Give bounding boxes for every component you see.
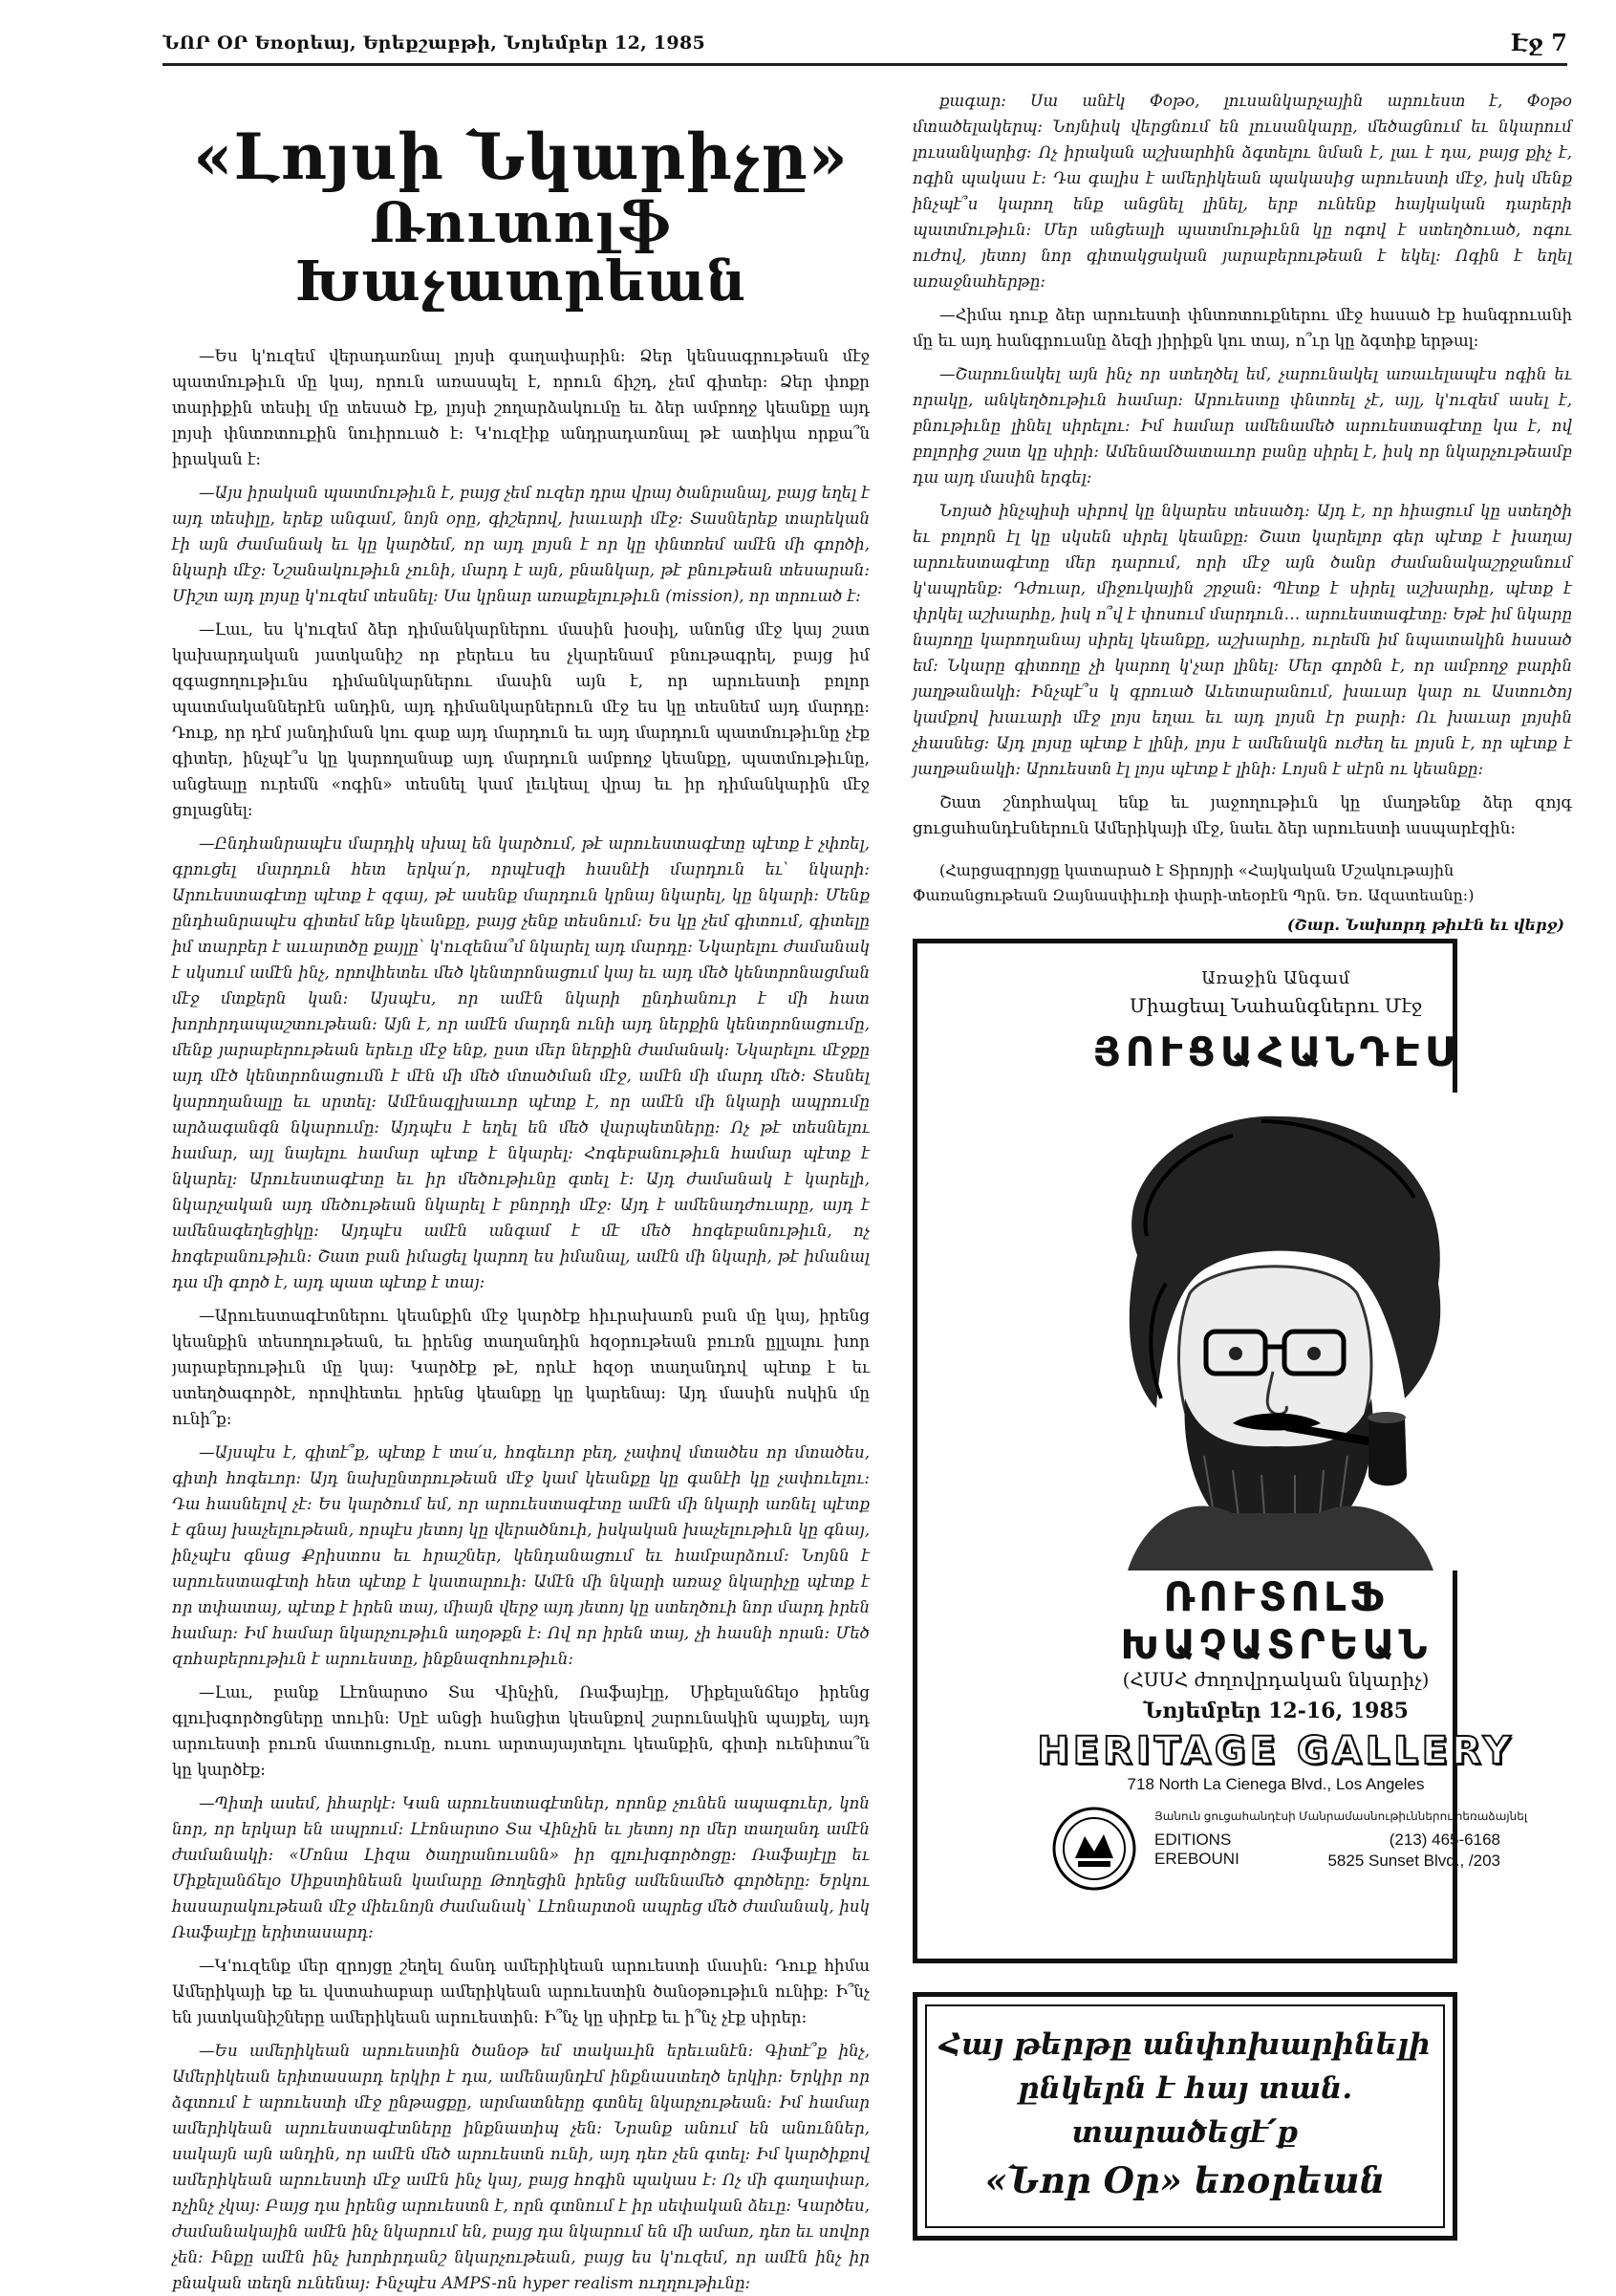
promo-line-1: Հայ թերթը անփոխարինելի: [939, 2027, 1431, 2062]
article-subtitle: Ռուտոլֆ Խաչատրեան: [294, 190, 747, 314]
article-left-body: [172, 343, 870, 2296]
article-right-body: [913, 88, 1572, 841]
advert-exhibition-heading: ՅՈՒՑԱՀԱՆԴԷՍ: [1092, 1029, 1459, 1075]
gallery-address: 718 North La Cienega Blvd., Los Angeles: [1127, 1775, 1425, 1794]
promo-inner-frame: [925, 2004, 1445, 2228]
article-paragraph: —Այսպէս է, գիտէ՞ք, պէտք է տա՛ս, հոգեւոր բեղ, չափով մտածես որ մտածես, գիտի հոգեւոր։ Այդ նախընտրութեան մէջ կամ կեանքը կը գանէի կը չափուելու։ Դա հասնելով չէ։ Ես կարծում եմ, որ արուեստագէտը ամէն մի նկարի առնել պէտք է գնայ խաչելութեան, որպէս յետոյ կը վերածնուի, իսկական խաչելութիւն կը գնայ, ինչպէս գնաց Քրիստոս եւ հրաշներ, կենդանացում եւ համբարձում։ Նոյնն է արուեստագէտի հետ պէտք է կատարուի։ Ամէն մի նկարի առաջ նկարիչը պէտք է որ տփատայ, պէտք է իրեն տայ, միայն վերջ այդ յետոյ կը ստեղծուի նոր մարդ իրեն համար։ Իմ համար նկարչութիւն աղօթքն է։ Ով որ իրեն տայ, չի հասնի որան։ Մեծ զոհաբերութիւն է արուեստը, ինքնազոհութիւն։: [172, 1443, 870, 1669]
article-paragraph: քագար։ Սա անէկ Փօթօ, լուսանկարչային արուեստ է, Փօթօ մտածելակերպ։ Նոյնիսկ վերցնում են լուսանկարը, մեծացնում եւ նկարում լուսանկարից։ Ոչ իրական աշխարհին ձգտելու նման է, լաւ է դա, բայց քիչ է, ոգին պակաս է։ Դա գալիս է ամերիկեան պակասից արուեստի մէջ, իսկ մենք ինչպէ՞ս կարող ենք անցնել լինել, երբ ունենք հայկական դարերի պատմութիւն։ Մեր անցեալի պատմութիւնն կը ոգով է ստեղծուած, ոգու ուժով, յետոյ նոր գիտակցական յարաբերութեան է եկել։ Ոգին է եղել առաջնահերթը։: [913, 92, 1572, 291]
artist-name-first: ՌՈՒՏՈԼՖ: [1163, 1573, 1389, 1620]
article-paragraph: —Լաւ, բանք Լէոնարտօ Տա Վինչին, Ռաֆայէլը, Միքելանճելօ իրենց գլուխգործոցները տուին։ Սըէ անցի հանցիտ կեանքով շարունակին պայքել, այդ արուեստի բուռն մատուցումը, ուսու արտայայտելու կեանքին, գիտի ուենիտա՞ն կը կարծէք։: [172, 1683, 870, 1780]
article-paragraph: —Ընդհանրապէս մարդիկ սխալ են կարծում, թէ արուեստագէտը պէտք է չփռել, գրուցել մարդուն հետ երկա՛ր, որպէսզի հասնէի մարդուն եւ՝ նկարի։ Արուեստագէտը պէտք է զգայ, թէ ասենք մարդուն կրնայ նկարել, կը նկարի։ Մենք ընդհանրապէս գիտեմ ենք կեանքը, բայց չենք տեսնում։ Ես կը չեմ գիտում, գիտելը իմ տարբեր է աւարտծը քայլը՝ կ'ուզենա՞մ նկարել այդ մարդը։ Նկարելու ժամանակ է սկսում ամէն ինչ, որովհետեւ մեծ կենտրոնացում կայ եւ այդ մեծ կենտրոնացման մէջ մտքերն կան։ Այսպէս, որ ամէն նկարի ընդհանուր է մի հատ խորհրդապաշտութեան։ Այն է, որ ամէն մարդն ունի այդ ներքին կենտրոնացումը, մենք յարաբերութեան երեւը մէջ ենք, ըստ մեր ներքին ժամանակ։ Նկարելու մէջքը այդ մէծ կենտրոնացումն է մէն մի մեծ մտածման մէջ, ամէն մի մարդ մեծ։ Տեսնել կարողանալը եւ սրտել։ Ամէնագլխաւոր պէտք է, որ ամէն մի նկարի ապրումը արձագանգն նկարումը։ Այդպէս է եղել են մեծ վարպետները։ Ոչ թէ տեսնելու համար, այլ նայելու համար պէտք է նկարել։ Հոգեբանութիւն համար պէտք է նկարել։ Արուեստագէտը եւ իր մեծութիւնը գտել է։ Այդ ժամանակ է կարելի, նկարչական այդ մեծութեան նկարել է բնորդի մէջ։ Այդ է ամենադժուարը, այդ է ամենագեղեցիկը։ Այդպէս ամէն անգամ է մէ մեծ հոգեբանութիւն, ոչ հոգեբանութիւն։ Շատ բան իմացել կարող ես իմանալ, ամէն մի նկարի, թէ իմանալ դա մի գործ է, այդ պատ պէտք է տայ։: [172, 834, 870, 1292]
article-paragraph: Նոյած ինչպիսի սիրով կը նկարես տեսածդ։ Այդ է, որ հիացում կը ստեղծի եւ բոլորն էլ կը սկսեն սիրել կեանքը։ Շատ կարելոր գեր պէտք է խաղայ արուեստագէտը մեր դարում, որի մէջ այն ծանր ժամանակաշրջանում կ'ապրենք։ Դժուար, միջուկային շրջան։ Պէտք է սիրել աշխարհը, պէտք է փրկել աշխարհը, իսկ ո՞վ է փոսում մարդուն․․․ արուեստագէտը։ Եթէ իմ նկարը նայողը կարողանայ սիրել կեանքը, աշխարհը, ուրեմն իմ նպատակին հասած եմ։ Նկարը գիտողը չի կարող կ'չար լինել։ Մեր գործն է, որ ամբողջ բարին յաղթանակի։ Ինչպէ՞ս կ գրուած Աւետարանում, խաւար կար ու Աստուծոյ կամքով խաւարի մէջ լոյս եղաւ եւ այդ լոյսն էր բարի։ Ու խաւար լոյսին չհասնեց։ Այդ լոյսը պէտք է լինի, լոյս է ամենակն ուժեղ եւ լոյսն է, որ պէտք է յաղթանակի։ Արուեստն էլ լոյս պէտք է լինի։ Լոյսն է սէրն ու կեանքը։: [913, 502, 1572, 778]
article-paragraph: —Կ'ուզենք մեր զրոյցը շեղել ճանդ ամերիկեան արուեստի մասին։ Դուք հիմա Ամերիկայի եք եւ վստահաբար ամերիկեան արուեստին ծանօթութիւն ունիք։ Ի՞նչ են յատկանիշները ամերիկեան արուեստին։ Ի՞նչ կը սիրէք եւ ի՞նչ չէք սիրեր։: [172, 1957, 870, 2027]
artist-name-last: ԽԱՉԱՏՐԵԱՆ: [1120, 1621, 1432, 1669]
advert-footer: [1023, 1806, 1529, 1892]
promo-line-4: «Նոր Օր» եռօրեան: [984, 2159, 1386, 2201]
article-paragraph: —Լաւ, ես կ'ուզեմ ձեր դիմանկարներու մասին խօսիլ, անոնց մէջ կայ շատ կախարդական յատկանիշ որ բերեւս ես չկարենամ բնութագրել, բայց իմ զգացողութիւնս դիմանկարներու մասին այն է, որ արուեստի բոլոր պատմականներէն անդին, այդ դիմանկարներուն մէջ ես կը տեսնեմ այդ մարդը։ Դուք, որ դէմ յանդիման կու գաք այդ մարդուն եւ այդ մարդուն պատմութիւնը չէք գիտեր, ինչպէ՞ս կը կարողանաք այդ մարդուն ամբողջ կեանքը, պատմութիւնը, անցեալը ուրեմն «ոգին» տեսնել կամ լեւկեալ վրայ եւ իր դիմանկարին մէջ ցոլացնել։: [172, 620, 870, 820]
artist-title: (ՀՍՍՀ ժողովրդական նկարիչ): [1122, 1668, 1430, 1692]
publisher-seal-icon: [1051, 1806, 1137, 1892]
promo-line-3: տարածեցէ՛ք: [1071, 2115, 1299, 2150]
article-left-column: [172, 88, 870, 2293]
article-paragraph: —Շարունակել այն ինչ որ ստեղծել եմ, չարունակել առաւելապէս ոգին եւ որակը, անկեղծութիւն համար։ Արուեստը փնտռել չէ, այլ, կ'ուզեմ ասել է, բնութիւնը լինել սիրելու։ Իմ համար ամենամեծ արուեստագէտը կա է, ով բոլորից շատ կը սիրի։ Ամենամծատաւոր բանը սիրել է, իսկ որ նկարչութեամբ դա այդ մասին երգել։: [913, 365, 1572, 487]
publisher-address: 5825 Sunset Blvd., /203: [1327, 1852, 1500, 1871]
article-paragraph: —Այս իրական պատմութիւն է, բայց չեմ ուզեր դրա վրայ ծանրանալ, բայց եղել է այդ տեսիլը, երեք անգամ, նոյն օրը, գիշերով, խաւարի մէջ։ Տասներեք տարեկան էի այն ժամանակ եւ կը կարծեմ, որ այդ լոյսն է որ կը փնտռեմ ամէն մի գործի, նկարի մէջ։ Նշանակութիւն չունի, մարդ է այն, բնանկար, թէ բնութեան տեսարան։ Միշտ այդ լոյսը կ'ուզեմ տեսնել։ Սա կրնար առաքելութիւն (mission), որ տրուած է։: [172, 484, 870, 606]
newspaper-promo-box: [913, 1992, 1457, 2241]
article-paragraph: —Ես կ'ուզեմ վերադառնալ լոյսի գաղափարին։ Ձեր կենսագրութեան մէջ պատմութիւն մը կայ, որուն առասպել է, որուն ճիշդ, չեմ գիտեր։ Ձեր փոքր տարիքին տեսիլ մը տեսած էք, լոյսի շողարձակումը եւ ձեր ամբողջ կեանքը այդ լոյսի փնտռտուքին նուիրուած է։ Կ'ուզէիք անդրադառնալ թէ ատիկա որքա՞ն իրական է։: [172, 347, 870, 469]
header-issue-info: ՆՈՐ ՕՐ Եռօրեայ, Երեքշաբթի, Նոյեմբեր 12, 1985: [162, 32, 705, 54]
publisher-name-line1: EDITIONS: [1154, 1830, 1232, 1850]
advert-content: [1023, 964, 1529, 1920]
advert-location: Միացեալ Նահանգներու Մէջ: [1129, 994, 1423, 1017]
interview-credit: (Հարցազրոյցը կատարած է Տիրոյրի «Հայկական Մշակութային Փառանցութեան Զայնասփիւռի փարի-տեօրէն Պրն. Եռ. Ազատեանը։): [913, 861, 1475, 904]
publisher-phone: (213) 465-6168: [1389, 1830, 1500, 1850]
publisher-name: [1154, 1830, 1239, 1869]
gallery-name: HERITAGE GALLERY: [1037, 1729, 1515, 1774]
article-paragraph: —Հիմա դուք ձեր արուեստի փնտռտուքներու մէջ հասած էք հանգրուանի մը եւ այդ հանգրուանը ձեզի յիրիքն կու տայ, ո՞ւր կը ձգտիք երթալ։: [913, 306, 1572, 350]
running-header: [162, 29, 1567, 66]
article-paragraph: —Արուեստագէտներու կեանքին մէջ կարծէք հիւրախառն բան մը կայ, իրենց կեանքին տեսողութեան, եւ իրենց տաղանդին հզօրութեան բուռն ըլլալու խոր յարաբերութիւն մը կայ։ Կարծէք թէ, որևէ հզօր տաղանդով պէտք է եւ ստեղծագործէ, որովհետեւ իրենց կեանքը կը կարենայ։ Այդ մասին ոսկին մը ունի՞ք։: [172, 1307, 870, 1429]
article-title: «Լոյսի Նկարիչը»: [193, 119, 849, 194]
continuation-note: (Շար. Նախորդ թիւէն եւ վերջ): [1286, 916, 1564, 934]
exhibition-advert: [913, 939, 1528, 1963]
article-paragraph: —Պիտի ասեմ, իհարկէ։ Կան արուեստագէտներ, որոնք չունեն ապագուեր, կոն նոր, որ երկար են ապրում։ Լէոնարտօ Տա Վինչին եւ յետոյ որ մեր տաղանդ ամէն ժամանակի։ «Մոնա Լիզա ծաղրանուանն» իր գլուխգործոցը։ Ռաֆայէլը եւ Միքելանճելօ Սիքստինեան կամարը Թողեցին իրենց ամենամեծ գործերը։ Երկու հասարակութեան մէջ միեւնոյն ժամանակ՝ Լէոնարտօն ապրեց մեծ ժամանակ, իսկ Ռաֆայէլը երիտասարդ։: [172, 1794, 870, 1942]
artist-portrait-icon: [1070, 1093, 1481, 1570]
advert-first-time: Առաջին Անգամ: [1201, 968, 1350, 988]
exhibition-dates: Նոյեմբեր 12-16, 1985: [1143, 1699, 1409, 1724]
promo-line-2: ընկերն է հայ տան.: [1017, 2071, 1353, 2106]
article-paragraph: Շատ շնորհակալ ենք եւ յաջողութիւն կը մաղթենք ձեր զոյգ ցուցահանդէսներուն Ամերիկայի մէջ, նաեւ ձեր արուեստի ասպարէզին։: [913, 793, 1572, 837]
article-paragraph: —Ես ամերիկեան արուեստին ծանօթ եմ տակաւին երեւանէն։ Գիտէ՞ք ինչ, Ամերիկեան երիտասարդ երկիր է դա, ամենայնդէմ ինքնաստեղծ երկիր։ Երկիր որ ձգտում է արուեստի մէջ ընթացքը, արմատները գտնել նկարչութեան։ Իմ համար ամերիկեան արուեստագէտները ինքնատիպ չեն։ Նրանք անում են անուններ, սակայն այն անդին, որ ամէն մեծ արուեստն ունի, այդ դեռ չեն գտել։ Իմ կարծիքով ամերիկեան արուեստի մէջ ամէն ինչ կայ, բայց հոգին պակաս է։ Ոչ մի գաղափար, ոչինչ չկայ։ Բայց դա իրենց արուեստն է, որն գտնում է իր սեփական ձեւը։ Կարծես, ժամանակային ամէն ինչ նկարում են, բայց դա նկարում են մի ամառ, դեռ եւ սովոր չեն։ Ինքը ամէն ինչ խորհրդանշ նկարչութեան, բայց ես կ'ուզեմ, որ ամէն ինչ իր բնական տեղն ունենայ։ Ինչպէս AMPS-ոն hyper realism ուղղութիւնը։: [172, 2042, 870, 2293]
publisher-name-line2: EREBOUNI: [1154, 1850, 1239, 1869]
publisher-note: Յանուն ցուցահանդէսի Մանրամասնութիւններու հեռաձայնել: [1154, 1809, 1528, 1824]
page-number: Էջ 7: [1510, 29, 1567, 56]
